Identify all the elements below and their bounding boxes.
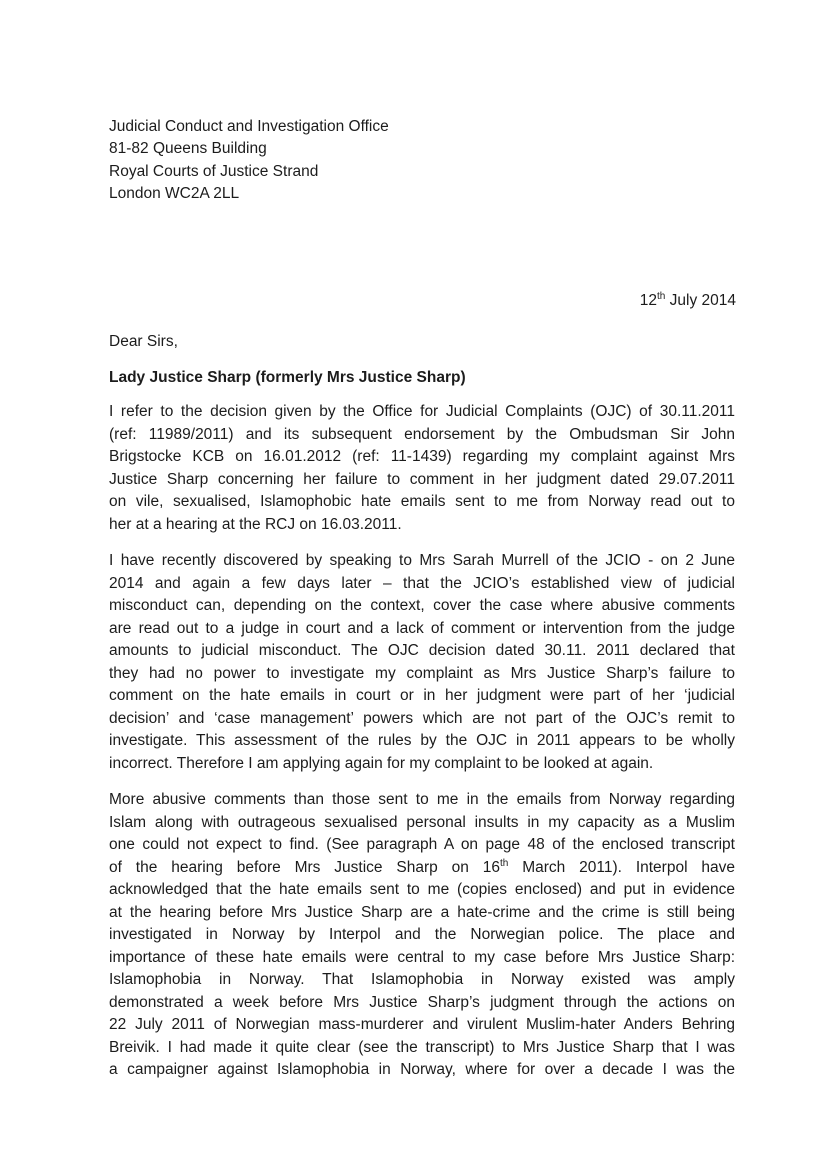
paragraph-3 xyxy=(109,789,735,1082)
paragraph-line: investigated in Norway by Interpol and the Norwegian police. The place and xyxy=(109,926,735,943)
paragraph-line: one could not expect to find. (See paragraph A on page 48 of the enclosed transcript xyxy=(109,836,735,853)
paragraph-line: Islam along with outrageous sexualised personal insults in my capacity as a Muslim xyxy=(109,813,735,831)
address-line: Royal Courts of Justice Strand xyxy=(109,162,319,180)
paragraph-line: 22 July 2011 of Norwegian mass-murderer and virulent Muslim-hater Anders Behring xyxy=(109,1016,735,1033)
letter-date xyxy=(640,290,736,312)
paragraph-line: on vile, sexualised, Islamophobic hate emails sent to me from Norway read out to xyxy=(109,493,735,510)
paragraph-line: they had no power to investigate my complaint as Mrs Justice Sharp’s failure to xyxy=(109,664,735,682)
date-day: 12 xyxy=(639,292,657,309)
paragraph-line: decision’ and ‘case management’ powers which are not part of the OJC’s remit to xyxy=(109,709,735,727)
paragraph-line-with-superscript xyxy=(109,857,735,880)
paragraph-line: her at a hearing at the RCJ on 16.03.2011. xyxy=(109,515,402,533)
paragraph-line: acknowledged that the hate emails sent to me (copies enclosed) and put in evidence xyxy=(109,881,735,898)
paragraph-line: misconduct can, depending on the context, cover the case where abusive comments xyxy=(109,597,735,614)
address-line: London WC2A 2LL xyxy=(109,184,240,202)
paragraph-line: Breivik. I had made it quite clear (see the transcript) to Mrs Justice Sharp that I was xyxy=(109,1038,735,1056)
recipient-address xyxy=(109,116,389,205)
subject-heading: Lady Justice Sharp (formerly Mrs Justice Sharp) xyxy=(109,369,466,386)
paragraph-line: demonstrated a week before Mrs Justice Sharp’s judgment through the actions on xyxy=(109,993,735,1011)
paragraph-line: (ref: 11989/2011) and its subsequent endorsement by the Ombudsman Sir John xyxy=(109,425,735,443)
paragraph-line: I refer to the decision given by the Office for Judicial Complaints (OJC) of 30.11.2011 xyxy=(109,403,735,420)
paragraph-line: More abusive comments than those sent to me in the emails from Norway regarding xyxy=(109,791,735,808)
letter-body xyxy=(109,401,735,1096)
paragraph-1 xyxy=(109,401,735,536)
paragraph-line: investigate. This assessment of the rules by the OJC in 2011 appears to be wholly xyxy=(109,732,735,749)
address-line: 81-82 Queens Building xyxy=(109,140,267,158)
date-month-year: July 2014 xyxy=(665,292,736,309)
paragraph-2 xyxy=(109,550,735,775)
paragraph-line: I have recently discovered by speaking to Mrs Sarah Murrell of the JCIO - on 2 June xyxy=(109,552,735,569)
date-suffix: th xyxy=(656,291,666,302)
ordinal-suffix: th xyxy=(500,857,509,869)
paragraph-line: Brigstocke KCB on 16.01.2012 (ref: 11-1439) regarding my complaint against Mrs xyxy=(109,448,735,465)
salutation: Dear Sirs, xyxy=(109,333,178,350)
line-segment: of the hearing before Mrs Justice Sharp on 16 xyxy=(109,858,500,876)
paragraph-line: Islamophobia in Norway. That Islamophobia in Norway existed was amply xyxy=(109,971,735,988)
paragraph-line: 2014 and again a few days later – that the JCIO’s established view of judicial xyxy=(109,574,735,592)
paragraph-line: are read out to a judge in court and a lack of comment or intervention from the judge xyxy=(109,619,735,637)
paragraph-line: a campaigner against Islamophobia in Norway, where for over a decade I was the xyxy=(109,1061,735,1078)
paragraph-line: incorrect. Therefore I am applying again for my complaint to be looked at again. xyxy=(109,754,654,772)
paragraph-line: amounts to judicial misconduct. The OJC decision dated 30.11. 2011 declared that xyxy=(109,642,735,659)
line-segment: March 2011). Interpol have xyxy=(508,858,735,876)
paragraph-line: comment on the hate emails in court or in her judgment were part of her ‘judicial xyxy=(109,687,735,704)
paragraph-line: Justice Sharp concerning her failure to comment in her judgment dated 29.07.2011 xyxy=(109,470,735,488)
paragraph-line: at the hearing before Mrs Justice Sharp are a hate-crime and the crime is still being xyxy=(109,903,735,921)
paragraph-line: importance of these hate emails were central to my case before Mrs Justice Sharp: xyxy=(109,948,735,966)
address-line: Judicial Conduct and Investigation Office xyxy=(109,118,389,135)
